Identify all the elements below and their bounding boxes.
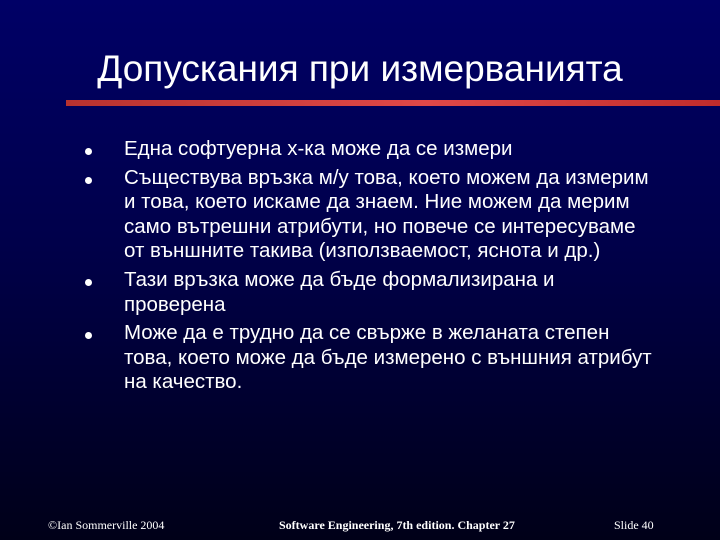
list-item xyxy=(0,321,720,395)
list-item xyxy=(0,137,720,162)
bullet-text: Може да е трудно да се свърже в желаната степен това, което може да бъде измерено с външния атрибут на качество. xyxy=(124,321,652,394)
title-underline xyxy=(66,100,720,106)
bullet-icon xyxy=(85,279,92,286)
list-item xyxy=(0,268,720,317)
bullet-text: Тази връзка може да бъде формализирана и проверена xyxy=(124,267,555,316)
bullet-text: Съществува връзка м/у това, което можем да измерим и това, което искаме да знаем. Ние можем да мерим само вътрешни атрибути, но повече се интересуваме от външните такива (използваемост, яснота и др.) xyxy=(124,165,649,263)
slide-title: Допускания при измерванията xyxy=(97,48,623,89)
bullet-list xyxy=(0,137,720,399)
bullet-icon xyxy=(85,148,92,155)
bullet-text: Една софтуерна х-ка може да се измери xyxy=(124,137,513,160)
footer-book-title: Software Engineering, 7th edition. Chapter 27 xyxy=(279,518,515,532)
list-item xyxy=(0,166,720,264)
bullet-icon xyxy=(85,332,92,339)
footer-slide-number: Slide 40 xyxy=(614,518,654,532)
footer-copyright: ©Ian Sommerville 2004 xyxy=(48,518,165,532)
bullet-icon xyxy=(85,177,92,184)
